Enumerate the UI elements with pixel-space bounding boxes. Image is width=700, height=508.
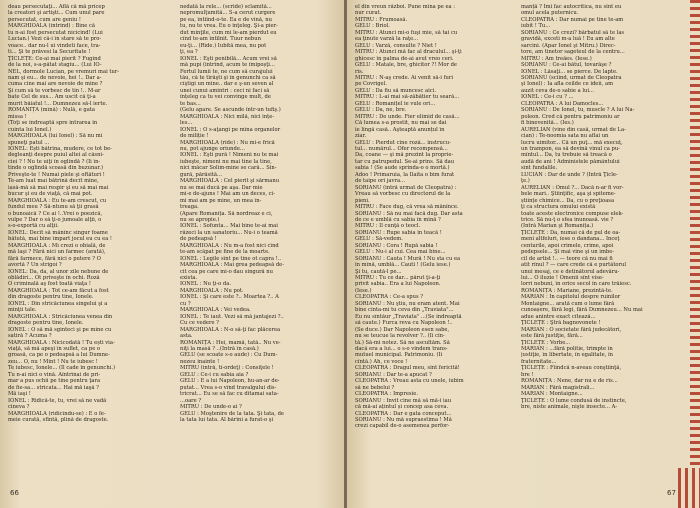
text-line: el din vreun război. Pune mîna pe ea : [355, 4, 456, 10]
text-line: IONEL : O să mă sginteci şi pe mine cu [8, 326, 112, 333]
text-line: CLEOPATRA : Dragul meu, sînt fericită! [355, 365, 460, 372]
left-page [0, 0, 345, 508]
text-line: dut minţile, cum mi le-am pierdut eu [180, 29, 277, 36]
text-line: dragoste pentru tine, Ionele. [8, 320, 84, 327]
text-line: nedată la rele... (scride) sclamită... [180, 4, 272, 10]
text-line: eu-ţi... (Rîde.) Iubită mea, nu pot [180, 42, 267, 49]
text-line: sarcini. (Apar Ionel şi Mitru.) Direc- [521, 42, 616, 49]
text-line: GELU : Ce-i cu sabia aia ? [180, 371, 249, 378]
text-line: cîştigi un mine.. dar e ş-un seven al [180, 81, 274, 88]
text-line: meie curată, sfîntă, plină de dragoste. [8, 417, 109, 423]
text-line: toate aceste electronice compuse elek- [521, 210, 624, 217]
text-line: mă pupi (intrînd, acum te îmipoșţi... [180, 62, 275, 69]
text-line: IONEL : Eşti penibilă... Acum vrei să [180, 55, 277, 62]
text-line: MITRU : Am treăes. (Iese.) [521, 55, 592, 62]
text-line: SORIANU : Să nu mai facă dug. Dar asta [355, 210, 463, 217]
text-line: sabia ! (Se aude sprinda-o o mortă.) [355, 165, 450, 172]
text-line: MITRU : Frumoasă. [355, 16, 408, 23]
text-line: ŢICLEȚE: Ce-ai mai pierit ? Fugind [8, 55, 101, 62]
text-line: crezi capabil de-o asemenea perfor- [355, 423, 450, 430]
text-line: de taipe ori javra... [355, 178, 405, 185]
text-line: tău, că te tîrăşti şi în genunchi ca să [180, 74, 276, 81]
text-line: (Apare Romanița. Să nordreaz e ci, [180, 210, 273, 217]
text-line: bine cînta-mi tu ceva din „Traviata"... [355, 307, 454, 314]
left-page-number: 66 [10, 489, 19, 497]
text-line: atît rînul ? — care crede că e purtătorul [521, 262, 627, 269]
text-line: SORIANU : De Ionel, tu, muscle ? A lui Na- [521, 107, 635, 114]
text-line: putat... Vrea s-o vînd travalgului dis- [180, 384, 277, 391]
text-line: (Se duce.) Dar Napoleon esen sabe, [355, 326, 450, 333]
right-page-column-2 [521, 4, 671, 411]
text-line: MITRU : De unde. Fier elimid de casă... [355, 113, 460, 120]
text-line: unui mesaj, ce e detinătorul adevăru- [521, 268, 620, 275]
text-line: Cu ce vedere ? [180, 320, 219, 327]
text-line: MITRU : Îl cunţă o teocl. [355, 223, 421, 230]
text-line: MARGHIOALA : Mi crezi o obială, de [8, 242, 106, 249]
text-line: meni altfeluri, îese o dandana... Înceţ [521, 236, 620, 243]
text-line: bre ! [521, 371, 534, 378]
text-line: nepromulţumită... S-a cerut curgere [180, 10, 276, 17]
text-line: ghicesc în palma de-ai avut vreo ceri. [355, 55, 454, 62]
text-line: din dragoste pentru tine, Ionele. [8, 294, 94, 301]
text-line: MARGHIOALA : Nici mîlă, nici înțe- [180, 113, 275, 120]
text-line: tricrat... Eu se să fac cu ditamai sata- [180, 391, 279, 398]
book-corner-decoration [678, 468, 700, 508]
text-line: ti... Şi te prăvesi la Securitate ! [8, 49, 91, 56]
text-line: este fără justiţie, fără... [521, 333, 583, 340]
text-line: MARGHIOALA (ridicîndu-se) : E o fe- [8, 410, 106, 417]
text-line: missa ! [8, 113, 27, 120]
book-edge-decoration [690, 0, 700, 508]
text-line: MARGHIOALA (intrînd) : Bine că [8, 23, 96, 30]
text-line: Mă iaşi ! [8, 391, 31, 398]
text-line: ROMANIȚA : Mariane, prezintă-te. [521, 287, 613, 294]
text-line: mă laşi ? Fără nici un farmec (arată), [8, 249, 106, 256]
text-line: cuinta lui Ionel.) [8, 126, 52, 133]
text-line: s-o-exportă cu alţii. [8, 223, 59, 230]
text-line: IONEL : Nu ţi-o da. [180, 281, 231, 288]
text-line: MARGHIOALA (rîde) : Nu mi-e frică [180, 139, 275, 146]
text-line: GELU : Briol. [355, 23, 390, 30]
text-line: bate Cel de sus... Am uscit că ţi-a [8, 94, 96, 101]
text-line: AURELIAN : Omul ?... Dacă n-ar fi vor- [521, 184, 624, 191]
text-line: științe chimice... Da, cu o preţioasa [521, 197, 615, 204]
text-line: ŢICLEȚE : Fiindcă n-aveau conştiinţă, [521, 365, 622, 372]
text-line: iasă-mă să mai respir şi eu să mai mai [8, 184, 109, 191]
text-line: la creatori şi artişti... Cum unul pare [8, 10, 105, 17]
text-line: MITRU (intră, tî-ordeţ) : Consiţele ! [180, 365, 274, 372]
text-line: fără farmece, fără nici o putere ? O [8, 255, 101, 262]
text-line: dacă era a lui... o s-o vindem trans- [355, 346, 448, 353]
text-line: AURELIAN (vine din casă, urmat de La- [521, 126, 626, 133]
text-line: ciei ? ! Nu te uiţi în oglindă ? (Îi în- [8, 158, 101, 165]
text-line: bre, niste animale, nişte insecte... A- [521, 404, 618, 411]
text-line: Da, coane — şi mă prezint la proprie- [355, 152, 454, 159]
text-line: nu se apropie.) [180, 216, 220, 223]
text-line: CLEOPATRA : A lui Damocles... [521, 100, 604, 107]
text-line: GELU : Să-vedem. [355, 236, 403, 243]
text-line: oblădiri... Ot priveşte în ochi. Roză [8, 275, 100, 282]
text-line: pieni. [355, 197, 370, 204]
text-line: bucur şi eu de viaţă, că mai pot. [8, 191, 93, 198]
text-line: SORIANU : Nu ştiu, nu eram atent. Mai [355, 300, 460, 307]
text-line: GELU : Matale, bre, ghicitor ?! Mor de [355, 62, 457, 69]
text-line: CLEOPATRA : Dar numai pe tine te-am [521, 16, 624, 23]
text-line: ea ţinute varză la raţe... [355, 36, 419, 43]
text-line: fraternitate... [521, 358, 557, 365]
text-line: cînd te-am întîlnit. Tuur nebun [180, 36, 261, 43]
text-line: cil de artist !.. — teore că nu mai fi [521, 255, 613, 262]
text-line: MARGHIOALA : Tot ce-am făcut a fost [8, 287, 109, 294]
text-line: la tata lui tata. Al bărîni a furat-o şi [180, 417, 274, 423]
text-line: CLEOPATRA : Vreau asta cu unele, iubim [355, 378, 464, 385]
text-line: ROMANIȚA : Hei, mamă, tată.. Nu ve- [180, 339, 281, 346]
text-line: te bas... [180, 100, 201, 107]
text-line: degleanţi despre puiul altei al căsni- [8, 152, 104, 159]
text-line: GELU : Moştenire de la tata. Şi tata, de [180, 410, 284, 417]
text-line: groasă, ca pe o pedeapsă a lui Dumne- [8, 352, 110, 359]
text-line: IONEL : Lăsaţi... se pierce. De lapte. [521, 68, 618, 75]
text-line: ţi ca structura omului există [521, 204, 596, 211]
text-line: tu n-ai fost persecutat nicicînd! (Lui [8, 29, 103, 36]
text-line: IONEL : Eşti pură ! Nimeni nu te mai [180, 152, 279, 159]
text-line: minţii tale. [8, 307, 37, 314]
text-line: tinde o oglindă scoasă din buzunar.) [8, 165, 103, 172]
text-line: (Iese.) [355, 287, 372, 294]
text-line: LUCIAN : Dar de unde ? (Intră Ţicle- [521, 171, 618, 178]
text-line: MARGHIOALA : N-o să-ţi fac plăcerea [180, 326, 281, 333]
text-line: de fie-sa... stricata... Hai mă iaşă ? [8, 384, 99, 391]
text-line: IONEL: Decît să mănînc singur foame [8, 229, 108, 236]
text-line: rîs. [355, 68, 364, 75]
text-line: ŢICLEȚE : Vorbe... [521, 339, 571, 346]
text-line: SORIANU : Ce-ai bătul, tovarăşe ? [521, 62, 612, 69]
text-line: mutuel municipal. Patrimoniu. (Îi [355, 352, 443, 359]
text-line: nezeu înainte ! [180, 358, 220, 365]
text-line: un trampon, ea să devină vinul ca pu- [521, 145, 620, 152]
text-line: asta. [180, 333, 193, 340]
text-line: GELU : E a lui Napoleon, hu-an-ar de- [180, 378, 280, 385]
text-line: mi mai am pe mine, un mea în- [180, 197, 262, 204]
text-line: SORIANU : Cauta ! Mură ! Nu sta cu ea [355, 255, 461, 262]
text-line: nu, pot ajunge oriunde... [180, 145, 245, 152]
text-line: iubit ! Tu... [521, 23, 551, 30]
text-line: exista. [180, 275, 198, 282]
text-line: Te iubesc, Ionele... (Îl cade în genunchi.) [8, 365, 115, 372]
text-line: MITRU : L-ai mai să-zăbătier tu seară... [355, 94, 460, 101]
text-line: (Intră Marian şi Romanița.) [521, 223, 594, 230]
text-line: MARGHIOALA : Nicicodată ! Tu ești via- [8, 339, 115, 346]
text-line: IONEL: Da, da, al unor zile nebune de [8, 268, 109, 275]
text-line: NEL, dormole Lucian, pe vremuri mai tur- [8, 68, 120, 75]
text-line: ROMANIȚA : Nene, dar nu e de rîs... [521, 378, 618, 385]
text-line: nur curat. [355, 10, 382, 17]
text-line: GELU : Da, ne, bre. [355, 107, 407, 114]
text-line: unei cunui amintri : ceci ni faci să [180, 87, 270, 94]
text-line: IONEL: Ești bătrîna, mudere, ce tot be- [8, 145, 112, 152]
text-line: IONEL : Şi care este ?.. Moartea ?.. A [180, 294, 279, 301]
text-line: SORIANU : Invit cine mă să mă-i iau [355, 397, 452, 404]
text-line: nici măcar Solim-mine se cară... Sin- [180, 165, 277, 172]
text-line: vulpe ? Dar o să ţi-o jumoale alţii, o [8, 216, 102, 223]
text-line: ŢICLEȚE : Da, numai că de pul de oa- [521, 229, 621, 236]
text-line: CLEOPATRA : Impresie. [355, 391, 418, 398]
text-line: MITRU : Atunci mi-o fuşi mie, să tai cu [355, 29, 458, 36]
text-line: nu se teucue la revolver ?.. (Îi cîn- [355, 333, 445, 340]
text-line: IONEL : O s-aţangi pe mîna organelor [180, 126, 281, 133]
text-line: MARGHIOALA : Cel pierit şi sărmanu [180, 178, 280, 185]
text-line: IONEL : Din stricăciunea singelui şi a [8, 300, 108, 307]
text-line: MARGHIOALA : Stricăciunea venea din [8, 313, 113, 320]
text-line: GELU : Pierdut cine roză... instrucu- [355, 139, 451, 146]
text-line: ziar. [355, 133, 367, 140]
text-line: lui... O iluzie ! Omenii sînt vise- [521, 275, 604, 282]
text-line: cineva ? [8, 404, 30, 411]
text-line: cu ? [180, 300, 191, 307]
text-line: O criminală aş fost toată viaţa ! [8, 281, 91, 288]
text-line: mi-e de-ajuns ! Mai am un deces, ci- [180, 191, 275, 198]
text-line: Eu nu sîntăur „Traviata" ...(Se îndreaptă [355, 313, 462, 320]
text-line: Priveşte-te ! Numai piele şi oftături ! [8, 171, 105, 178]
text-line: MARGHIOALA : Nu pot. [180, 287, 244, 294]
text-line: spuneţi patul ... [8, 139, 50, 146]
text-line: MARGHIOALA : Mai grea pedeapsă de- [180, 262, 284, 269]
text-line: mar a pus ochii pe tine pentru ţara [8, 378, 101, 385]
text-line: pe Covrigel. [355, 81, 387, 88]
left-page-column-2 [180, 4, 330, 423]
text-line: de miliție ! [180, 133, 209, 140]
text-line: gură, părăsită... [180, 171, 222, 178]
text-line: în mînă, umblă... Cauti ! (Gelu iese.) [355, 262, 451, 269]
text-line: gravidă, exceti m-a luă ! Eu am alte [521, 36, 615, 43]
text-line: sînt fundalile. [521, 165, 558, 172]
text-line: Lucian.) Vezi că-i în stare să te pro- [8, 36, 102, 43]
text-line: omul acela puternicu. [521, 10, 579, 17]
text-line: GELU : Nu-i al cui. Cea mai bine... [355, 249, 446, 256]
text-line: SORIANU : Nu mă supraestima ! Mă [355, 417, 452, 423]
text-line: de pedeapsă ! [180, 236, 217, 243]
text-line: mîntul... Da, tu trebuie să treacă o [521, 152, 612, 159]
right-page [347, 0, 700, 508]
text-line: cit cea pe care mi-o dau singură nu [180, 268, 273, 275]
text-line: tu, nu te vrea. Eu o înţeleg. Şi-a pier- [180, 23, 278, 30]
text-line: poleon. Cred că pentru patrimoniu ar [521, 113, 620, 120]
text-line: pedepsele... Şi mai vine şi un imbe- [521, 249, 615, 256]
text-line: şi Ionel) : Ia afla ceilde ce ideii, am [521, 81, 614, 88]
text-line: persecutat, cum are geniu ! [8, 16, 81, 23]
text-line: SORIANU : Dar te-a apucat ? [355, 371, 432, 378]
text-line: tul... numărul... Ofer recompensă... [355, 145, 448, 152]
text-line: înțeleg ca tu vei convinge mult, de [180, 94, 271, 101]
text-line: să ne bebelui ? [355, 384, 395, 391]
text-line: MARGHIOALA : Vei vedea. [180, 307, 251, 314]
text-line: nam şi eu... de nevoie, hei !.. Dar a- [8, 74, 102, 81]
text-line: MARIAN : ...fără politie, trimpte în [521, 346, 613, 353]
text-line: (Toţi se îndreaptă spre intrarea în [8, 120, 98, 127]
text-line: lorri nebuni, în orice secol în care trăiesc. [521, 281, 632, 288]
text-line: justiţie, în libertate, în egalitate, în [521, 352, 614, 359]
text-line: Şi cum să te vorbesc de tin !.. M-ar [8, 87, 101, 94]
text-line: IONEL : Sofunta... Mai bine te-ai mai [180, 223, 278, 230]
text-line: IONEL : Te iaut. Vezi să mă jantajezi ?.. [180, 313, 284, 320]
text-line: fundul meu ? Să-ntunu să ţii grasă [8, 204, 99, 211]
text-line: zeu... O, nu ! Mint ! Nu te iubesc ! [8, 358, 98, 365]
text-line: CLEOPATRA : Dar e gata conceput... [355, 410, 452, 417]
text-line: că mă-ai ațintul și concep asa ceva. [355, 404, 449, 411]
text-line: lucru uimitor... Că un puţ... mă execuț, [521, 139, 623, 146]
text-line: fi binevenită... (Ies.) [521, 120, 574, 127]
text-line: centurile, apoi crimele, crime, apoi [521, 242, 614, 249]
text-line: deau persecutaţi... Află că mă pricep [8, 4, 105, 10]
text-line: trice. Să nu-ţ o sfea inunoasă. vie ? [521, 216, 614, 223]
text-line: MITRU : Tu ce dar... părut ţi-a-ţi [355, 275, 441, 282]
text-line: MARIAN : O societate fără judecători, [521, 326, 622, 333]
text-line: ROMANIȚA (mînă) : Nulă, e gata [8, 107, 96, 114]
text-line: audă de ani ! Administele pământului [521, 158, 620, 165]
text-line: Tu n-ai nici o vină. Aîntrînai de pri- [8, 371, 101, 378]
text-line: ţe.) [521, 178, 530, 185]
text-line: cian) : Te-noomia sata nu aflai un [521, 133, 609, 140]
text-line: te-am scăpat pe fine de la moarte. [180, 249, 270, 256]
text-line: SORIANU : Rupe sabia în teacă ! [355, 229, 442, 236]
text-line: bătută, mai bine împart jocul eu cu ea ! [8, 236, 113, 243]
text-line: adue anintre exact cîtează... [521, 313, 596, 320]
text-line: MARGHIOALA : Nu m-a fost nici cînd [180, 242, 279, 249]
text-line: ...oare ? [180, 397, 202, 404]
text-line: MITRU : Face dug, că vrea să mănînce. [355, 204, 459, 211]
text-line: SORIANU (sciind, urmat de Cleopatra [521, 74, 622, 81]
text-line: voace.. dar nu-l ui vindeti face, tra- [8, 42, 101, 49]
text-line: niţi la masă ? ..(Intră în casă.) [180, 346, 259, 353]
text-line: privit sabia.. Era a lui Napoleon. [355, 281, 441, 288]
text-line: satiră ? Acuma ? [8, 333, 52, 340]
text-line: Te-am luat mai bătrînă decît mine, [8, 178, 99, 185]
text-line: SORIANU (intră urmat de Cleopatra) : [355, 184, 457, 191]
text-line: MARIAN : Montaigne... [521, 391, 583, 398]
text-line: MARIAN : Fără magistrali... [521, 384, 595, 391]
left-page-column-1 [8, 4, 158, 423]
text-line: ţi, ea ? [180, 49, 198, 56]
right-page-number: 67 [667, 489, 676, 497]
text-line: Şi tu, caută-l pe... [355, 268, 402, 275]
text-line: Fertul lumii te, ne cum să curajului [180, 68, 273, 75]
text-line: Montaigne... arată cum o lume fără [521, 300, 615, 307]
text-line: cuma cine mai are nevoie de mine ? [8, 81, 103, 88]
text-line: GELU : Varză, consulte ? Niet ! [355, 42, 437, 49]
text-line: treaga. [180, 204, 199, 211]
text-line: CLEOPATRA : Ce-a spus ? [355, 294, 424, 301]
text-line: MARIAN : În capitolul despre ruinilor [521, 294, 621, 301]
text-line: de ce e umblă cu sabia în mînă ? [355, 216, 441, 223]
text-line: Adoo ! Primaruia, la Ilaita o bim furat [355, 171, 455, 178]
text-line: GELU (se scoate s-o aude) : Cu Dum- [180, 352, 278, 359]
text-line: tore, am tinetor sageteul de la centru... [521, 49, 625, 56]
text-line: MARGHIOALA : Eu te-am crescut, cu [8, 197, 107, 204]
text-line: MITRU : N-aş crede. Ai venit să-i furi [355, 74, 453, 81]
text-line: MITRU : De unde-o ai ? [180, 404, 242, 411]
text-line: GELU : Da fiu să muncesc aici. [355, 87, 437, 94]
text-line: să caute.) Furca reva cu Napoleon !.. [355, 320, 453, 327]
text-line: Că lumea s-a prostit, nu mai se dai [355, 120, 447, 127]
text-line: răzeci la un sanatoriu... Nu-i o teamă [180, 229, 278, 236]
text-line: IONEL : Ce-i cu ? ... [521, 94, 574, 101]
text-line: (Gelu apare. Se ascunde într-un tufiş.) [180, 107, 281, 114]
text-line: auzit ceva de-o sabie a lui... [521, 87, 594, 94]
text-line: viaţă, să mă apeşi în suflet, ca pe o [8, 346, 101, 353]
text-line: ie lîngă casă.. Aşteaptă anunțul în [355, 126, 445, 133]
text-line: MITRU : Atunci mă fac al draculul... şi-ţi [355, 49, 462, 56]
text-line: IONEL : Ridică-te, tu, vrei să ne vadă [8, 397, 107, 404]
text-line: cîntă.) Ah, ce voce ! [355, 358, 408, 365]
right-page-column-1 [355, 4, 505, 430]
text-line: ŢICLEȚE : Ştră bagnovonete ! [521, 320, 601, 327]
text-line: o bunoaică ? Ce ai !..Vrei o poezică, [8, 210, 103, 217]
text-line: GELU : Romanițel ie vule ori... [355, 100, 436, 107]
text-line: pe ea, întiînd-o-te. Ea e de vină, nu [180, 16, 272, 23]
text-line: MARGHIOALA (lui Ionel) : Să nu mi [8, 133, 103, 140]
text-line: iubeşte, nimeni nu mai tine la tine, [180, 158, 272, 165]
text-line: avortă ? Un strigoi ? [8, 262, 62, 269]
text-line: ŢICLEȚE : O lume condusă de instincte, [521, 397, 627, 404]
text-line: cunoașere, fără legi, fără Dumnezeu... Nu mai [521, 307, 643, 314]
text-line: les... [180, 120, 193, 127]
text-line: de la noi, s-a-pătat stagiu... (Lui IO- [8, 62, 102, 69]
text-line: murit băiatul !... Dumnezeu să-l ierte. [8, 100, 108, 107]
text-line: manță ? Îmi fac autocritica, nu sînt eu [521, 4, 622, 10]
text-line: bele mari.. Ştiinţific, aşa şi spiteme- [521, 191, 616, 198]
text-line: SORIANU : Cora ! Rupă sabia ! [355, 242, 438, 249]
text-line: Vreau să vorbesc cu directorul de la [355, 191, 451, 198]
text-line: SORIANU : Ce crezi? bărbatul să te las [521, 29, 625, 36]
text-line: tar cu patrupedul. Se-ai prins. Să dau [355, 158, 455, 165]
text-line: tă.) Să-mi notez. Să ne ascultăm. Să [355, 339, 450, 346]
text-line: nu se mai ducă pe aşa. Dar mie [180, 184, 263, 191]
text-line: IONEL : Legile sînt pe tine ot capra !.. [180, 255, 282, 262]
